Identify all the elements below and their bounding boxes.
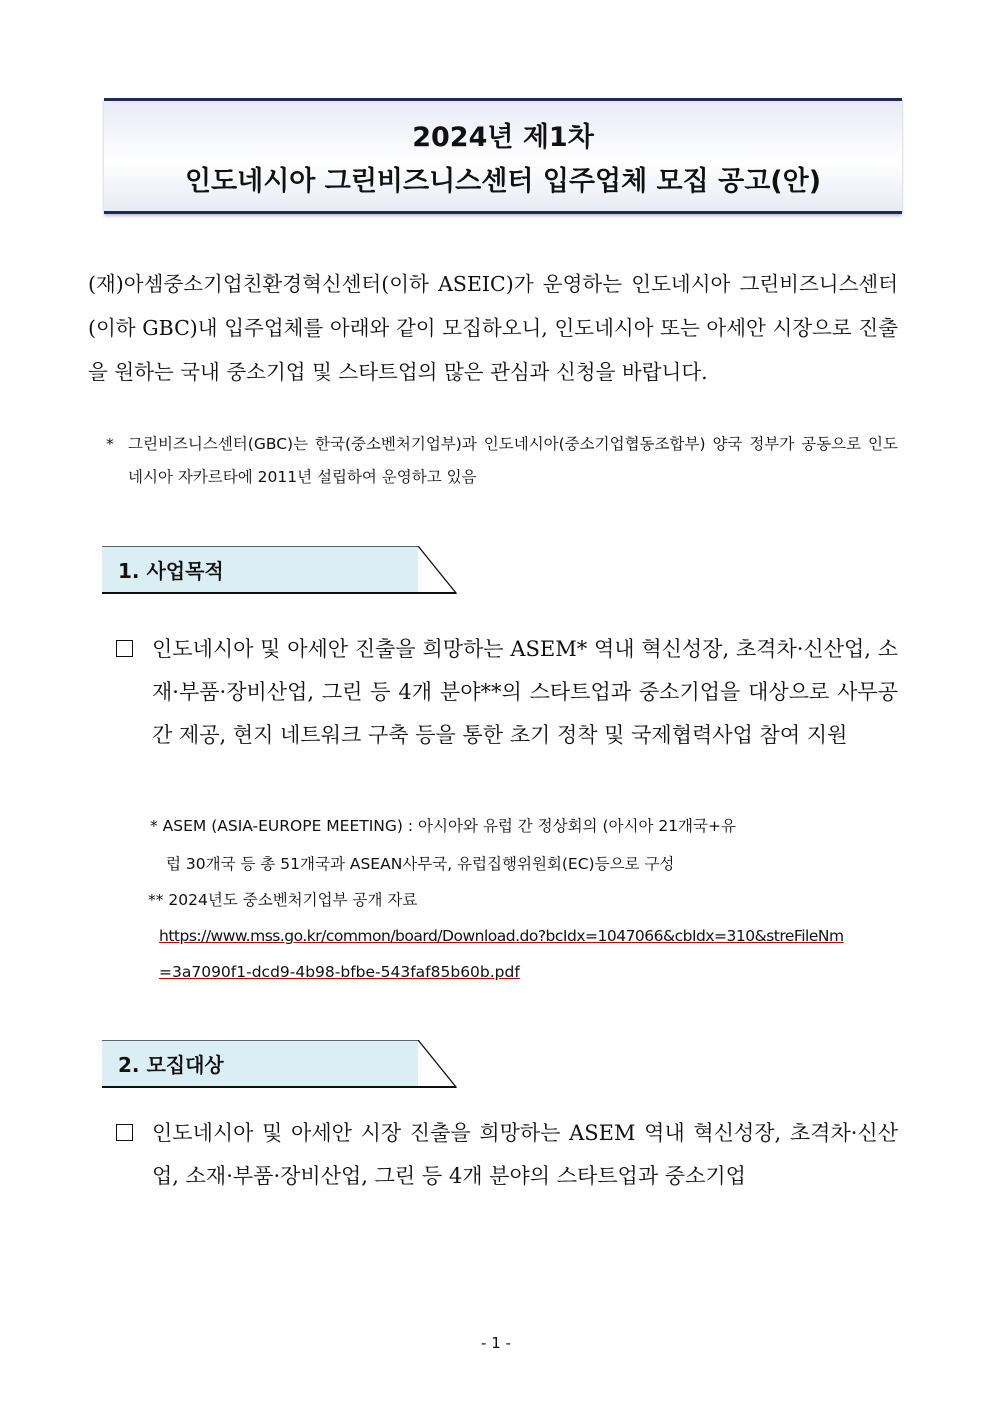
- section-2-header: [102, 1040, 458, 1088]
- section-2-bullet: [116, 1112, 898, 1198]
- intro-note-marker: *: [106, 435, 114, 453]
- section-2-title: 2. 모집대상: [118, 1053, 224, 1077]
- intro-paragraph: (재)아셈중소기업친환경혁신센터(이하 ASEIC)가 운영하는 인도네시아 그린비즈니스센터(이하 GBC)내 입주업체를 아래와 같이 모집하오니, 인도네시아 또는 아세안 시장으로 진출을 원하는 국내 중소기업 및 스타트업의 많은 관심과 신청을 바랍니다.: [88, 272, 898, 384]
- intro-note: [106, 428, 898, 494]
- page-number: - 1 -: [481, 1334, 511, 1352]
- section-2-bullet-text: 인도네시아 및 아세안 시장 진출을 희망하는 ASEM 역내 혁신성장, 초격차·신산업, 소재·부품·장비산업, 그린 등 4개 분야의 스타트업과 중소기업: [152, 1121, 898, 1188]
- asem-note-line2: 럽 30개국 등 총 51개국과 ASEAN사무국, 유럽집행위원회(EC)등으로 구성: [166, 855, 675, 873]
- asem-note-line1: * ASEM (ASIA-EUROPE MEETING) : 아시아와 유럽 간 정상회의 (아시아 21개국+유: [150, 817, 736, 835]
- title-year: 2024년 제1차: [412, 122, 594, 153]
- section-1-bullet-text: 인도네시아 및 아세안 진출을 희망하는 ASEM* 역내 혁신성장, 초격차·신산업, 소재·부품·장비산업, 그린 등 4개 분야**의 스타트업과 중소기업을 대상으로 사무공간 제공, 현지 네트워크 구축 등을 통한 초기 정착 및 국제협력사업 참여 지원: [152, 637, 898, 747]
- checkbox-square-icon: [116, 1124, 133, 1141]
- title-box: [104, 98, 902, 214]
- checkbox-square-icon: [116, 640, 133, 657]
- source-link-text-2[interactable]: =3a7090f1-dcd9-4b98-bfbe-543faf85b60b.pdf: [159, 963, 520, 981]
- intro-note-text: 그린비즈니스센터(GBC)는 한국(중소벤처기업부)과 인도네시아(중소기업협동조합부) 양국 정부가 공동으로 인도네시아 자카르타에 2011년 설립하여 운영하고 있음: [128, 435, 898, 486]
- source-link-line2[interactable]: [159, 954, 520, 990]
- section-1-bullet: [116, 628, 898, 757]
- source-link-line1[interactable]: [159, 918, 899, 954]
- section-1-header: [102, 546, 458, 594]
- source-note: ** 2024년도 중소벤처기업부 공개 자료: [148, 891, 418, 909]
- source-link-text-1[interactable]: https://www.mss.go.kr/common/board/Download.do?bcIdx=1047066&cbIdx=310&streFileNm: [159, 927, 844, 945]
- section-1-title: 1. 사업목적: [118, 559, 224, 583]
- title-main: 인도네시아 그린비즈니스센터 입주업체 모집 공고(안): [184, 166, 822, 197]
